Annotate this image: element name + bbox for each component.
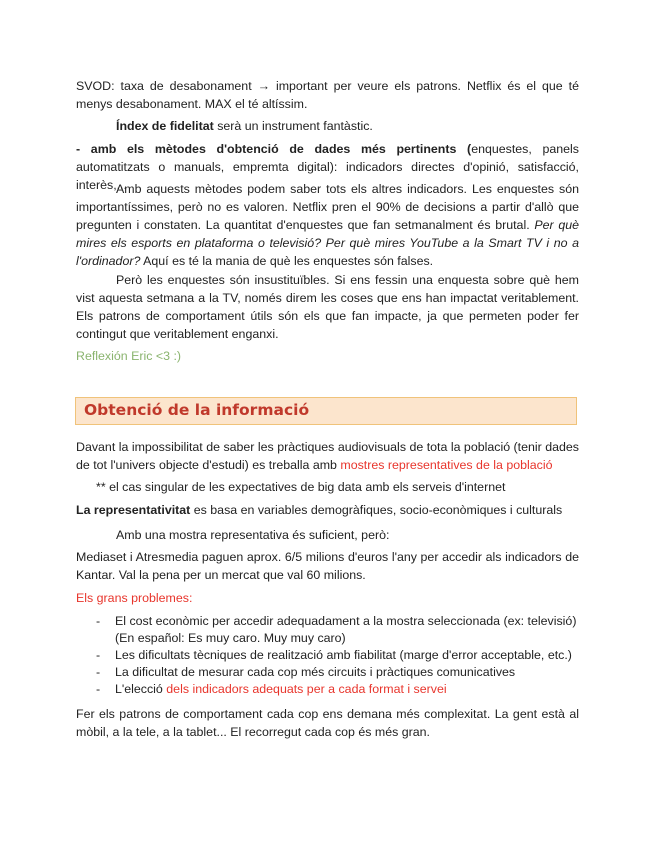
list-item: - El cost econòmic per accedir adequadament a la mostra seleccionada (ex: televisió) (En español: Es muy caro. Muy muy caro) (96, 614, 577, 645)
paragraph-sample-enough: Amb una mostra representativa és suficient, però: (116, 528, 390, 542)
paragraph-representativeness: La representativitat es basa en variables demogràfiques, socio-econòmiques i culturals (76, 503, 563, 517)
paragraph-mediaset: Mediaset i Atresmedia paguen aprox. 6/5 milions d'euros l'any per accedir als indicadors de Kantar. Val la pena per un mercat que val 60 milions. (76, 550, 579, 582)
paragraph-methods: - amb els mètodes d'obtenció de dades més pertinents (enquestes, panels automatitzats o manuals, empremta digital): indicadors directes d'opinió, satisfacció, interès,... (76, 142, 580, 192)
paragraph-impossibility: Davant la impossibilitat de saber les pràctiques audiovisuals de tota la població (tenir dades de tot l'univers objecte d'estudi) es treballa amb mostres representatives de la població (76, 440, 579, 472)
list-item: - Les dificultats tècniques de realització amb fiabilitat (marge d'error acceptable, etc.) (96, 648, 572, 662)
paragraph-complexity: Fer els patrons de comportament cada cop ens demana més complexitat. La gent està al mòbil, a la tele, a la tablet... El recorregut cada cop és més gran. (76, 707, 579, 739)
reflection-note: Reflexión Eric <3 :) (76, 349, 182, 363)
section-heading: Obtenció de la informació (84, 401, 310, 419)
problems-list (76, 613, 579, 698)
paragraph-svod: SVOD: taxa de desabonament → important per veure els patrons. Netflix és el que té menys desabonament. MAX el té altíssim. (76, 79, 579, 111)
paragraph-surveys: Amb aquests mètodes podem saber tots els altres indicadors. Les enquestes són importantíssimes, però no es valoren. Netflix pren el 90% de decisions a partir d'allò que pregunten i constaten. La quantitat d'enquestes que fan setmanalment és brutal. Per què mires els esports en plataforma o televisió? Per què mires YouTube a la Smart TV i no a l'ordinador? Aquí es té la mania de què les enquestes són falses. (76, 182, 579, 268)
paragraph-fidelity-index: Índex de fidelitat serà un instrument fantàstic. (116, 119, 373, 133)
list-item: - L'elecció dels indicadors adequats per a cada format i servei (96, 682, 447, 696)
paragraph-irreplaceable-surveys: Però les enquestes són insustituïbles. Si ens fessin una enquesta sobre què hem vist aquesta setmana a la TV, només direm les coses que ens han impactat veritablement. Els patrons de comportament útils són els que fan impacte, ja que permeten poder fer contingut que veritablement enganxi. (76, 273, 579, 341)
section-heading-box (75, 397, 577, 425)
big-data-note: ** el cas singular de les expectatives de big data amb els serveis d'internet (96, 480, 506, 494)
list-item: - La dificultat de mesurar cada cop més circuits i pràctiques comunicatives (96, 665, 516, 679)
problems-title: Els grans problemes: (76, 591, 193, 605)
